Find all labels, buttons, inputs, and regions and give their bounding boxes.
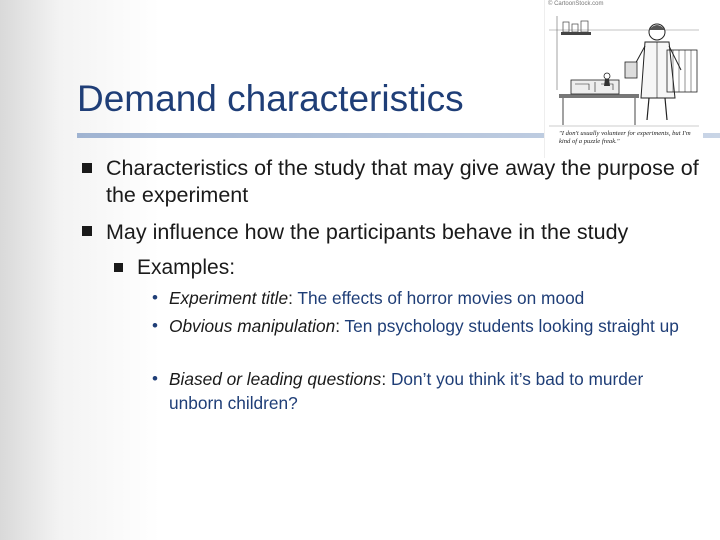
example-2-text: Ten psychology students looking straight up	[340, 316, 679, 336]
dot-bullet-icon: •	[152, 288, 158, 307]
examples-heading: Examples:	[137, 256, 236, 279]
example-1	[169, 286, 689, 310]
bullet-square-icon	[82, 226, 92, 236]
example-2	[169, 314, 689, 338]
example-2-label: Obvious manipulation	[169, 316, 336, 336]
sub-bullet-square-icon	[114, 263, 123, 272]
bullet-1-text: Characteristics of the study that may give away the purpose of the experiment	[106, 156, 699, 207]
example-3	[169, 367, 689, 415]
example-3-text: Don’t you think it’s bad to murder unborn children?	[169, 369, 644, 413]
example-1-label: Experiment title	[169, 288, 289, 308]
example-3-label: Biased or leading questions	[169, 369, 382, 389]
example-1-text: The effects of horror movies on mood	[292, 288, 585, 308]
cartoon-drawing	[549, 10, 699, 130]
dot-bullet-icon: •	[152, 316, 158, 335]
example-2-separator: :	[335, 316, 341, 336]
slide-title: Demand characteristics	[77, 78, 464, 119]
example-1-separator: :	[288, 288, 293, 308]
dot-bullet-icon: •	[152, 369, 158, 388]
bullet-square-icon	[82, 163, 92, 173]
cartoon-caption: "I don't usually volunteer for experiments, but I'm kind of a puzzle freak."	[559, 130, 691, 145]
bullet-2-text: May influence how the participants behave in the study	[106, 220, 629, 244]
cartoon-credit: © CartoonStock.com	[548, 1, 604, 7]
example-3-separator: :	[381, 369, 387, 389]
cartoon-image	[545, 0, 703, 158]
